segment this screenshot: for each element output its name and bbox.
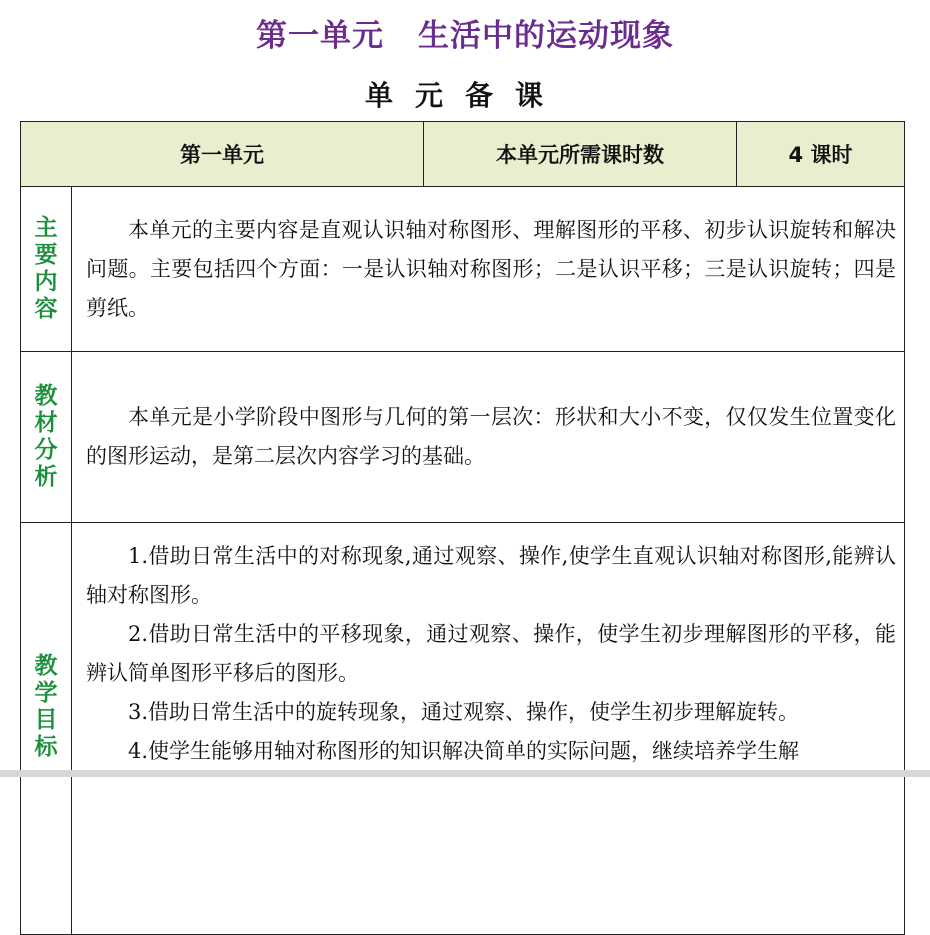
table-header-row (21, 122, 905, 187)
header-unit-cell: 第一单元 (21, 122, 424, 187)
bottom-scroll-edge (0, 770, 930, 777)
row-content-textbook-analysis (72, 352, 905, 523)
unit-title-part2: 生活中的运动现象 (418, 18, 674, 54)
table-row-textbook-analysis (21, 352, 905, 523)
table-row-teaching-goals (21, 523, 905, 935)
unit-title-part1: 第一单元 (256, 18, 384, 54)
header-hours-value-cell: 4 课时 (737, 122, 905, 187)
row-content-main-content (72, 187, 905, 352)
row-label-textbook-analysis: 教材分析 (21, 352, 72, 523)
paragraph: 本单元是小学阶段中图形与几何的第一层次：形状和大小不变，仅仅发生位置变化的图形运动，是第二层次内容学习的基础。 (86, 405, 896, 468)
row-label-main-content: 主要内容 (21, 187, 72, 352)
section-title: 单元备课 (364, 79, 565, 112)
lesson-plan-table (20, 121, 905, 935)
goal-item: 3.借助日常生活中的旋转现象，通过观察、操作，使学生初步理解旋转。 (128, 700, 800, 724)
goal-item: 2.借助日常生活中的平移现象，通过观察、操作，使学生初步理解图形的平移，能辨认简单图形平移后的图形。 (86, 622, 896, 685)
goal-item: 1.借助日常生活中的对称现象,通过观察、操作,使学生直观认识轴对称图形,能辨认轴对称图形。 (86, 544, 896, 607)
row-content-teaching-goals (72, 523, 905, 935)
header-hours-label-cell: 本单元所需课时数 (424, 122, 737, 187)
table-row-main-content (21, 187, 905, 352)
goal-item: 4.使学生能够用轴对称图形的知识解决简单的实际问题，继续培养学生解 (128, 739, 800, 763)
row-label-teaching-goals: 教学目标 (21, 523, 72, 935)
unit-title (0, 10, 930, 55)
paragraph: 本单元的主要内容是直观认识轴对称图形、理解图形的平移、初步认识旋转和解决问题。主要包括四个方面：一是认识轴对称图形；二是认识平移；三是认识旋转；四是剪纸。 (86, 217, 896, 320)
